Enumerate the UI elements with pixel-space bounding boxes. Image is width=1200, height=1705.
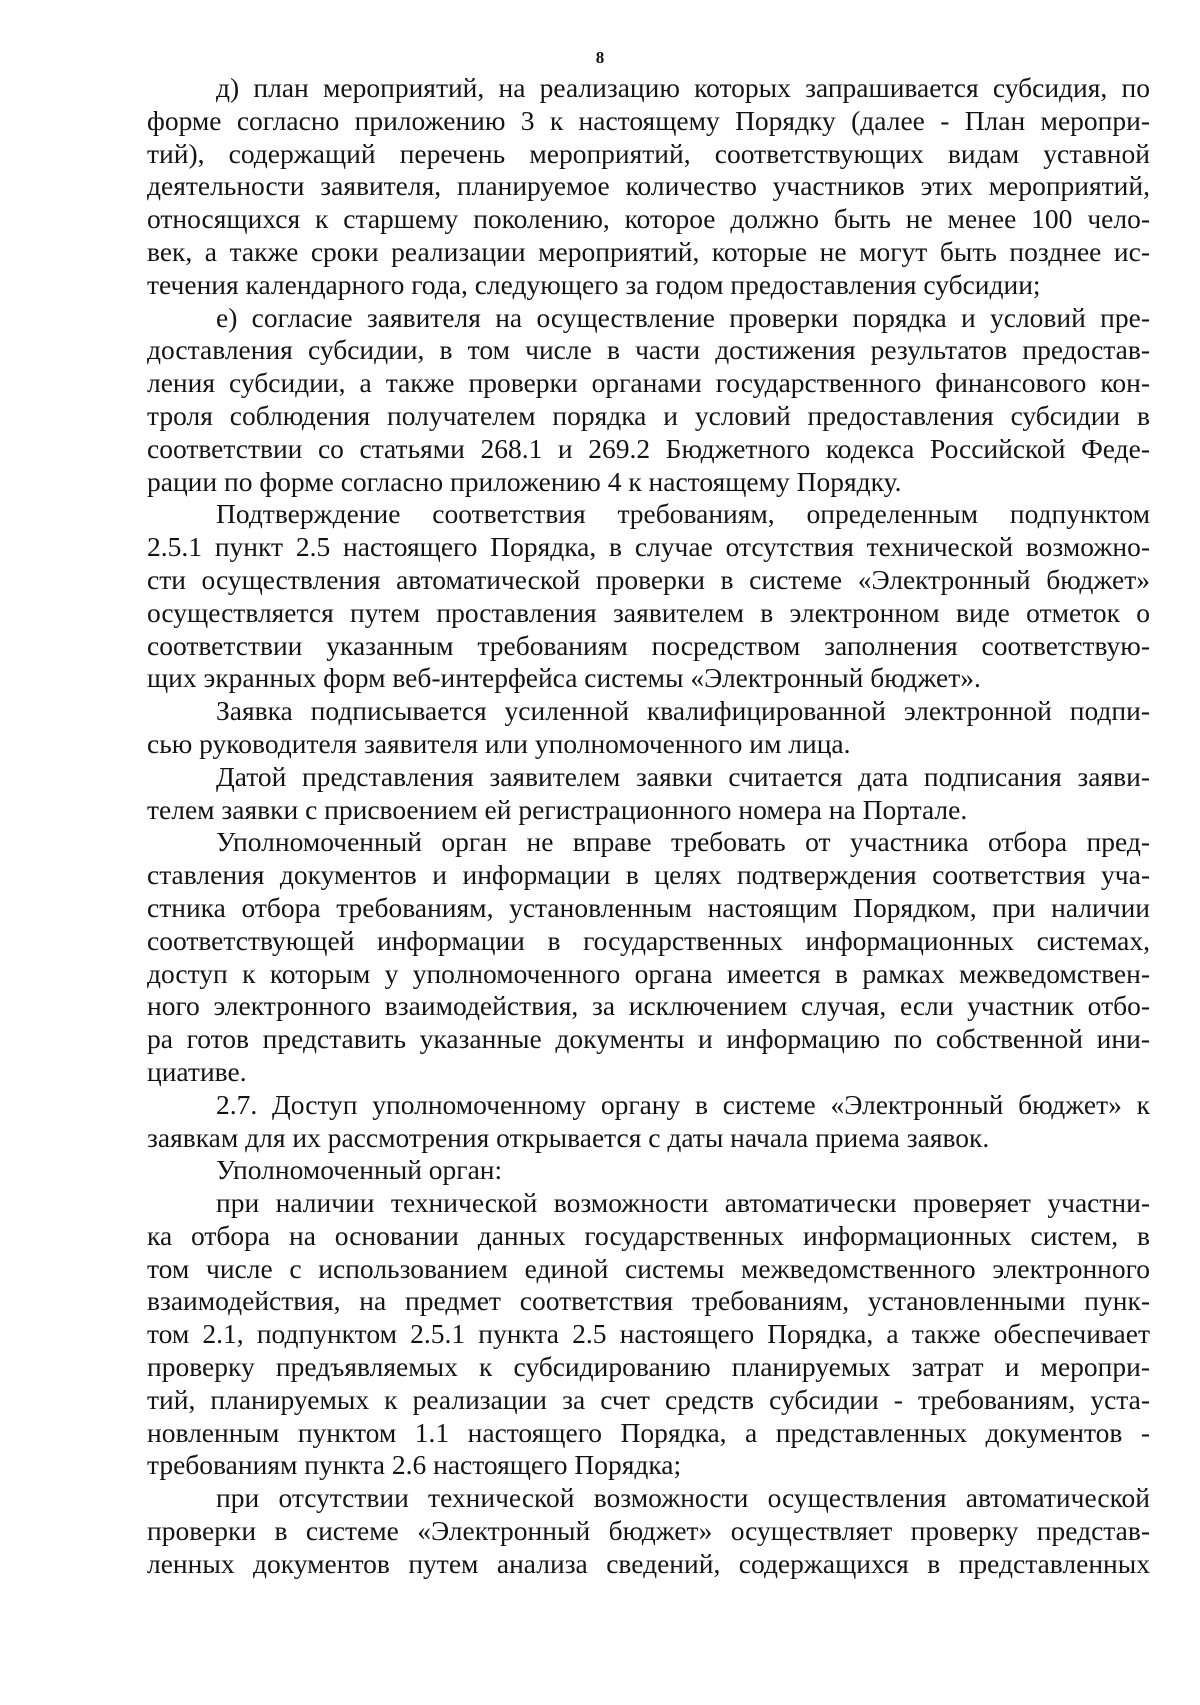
- text-line: е) согласие заявителя на осуществление проверки порядка и условий пре-: [216, 301, 1150, 333]
- text-line: при наличии технической возможности автоматически проверяет участни-: [216, 1187, 1150, 1219]
- text-line: проверки в системе «Электронный бюджет» осуществляет проверку представ-: [147, 1515, 1150, 1547]
- text-line: проверку предъявляемых к субсидированию планируемых затрат и меропри-: [147, 1351, 1150, 1383]
- text-line: Уполномоченный орган не вправе требовать от участника отбора пред-: [216, 826, 1150, 858]
- text-line: заявкам для их рассмотрения открывается с даты начала приема заявок.: [147, 1121, 990, 1153]
- text-line: тий, планируемых к реализации за счет средств субсидии - требованиям, уста-: [147, 1383, 1150, 1415]
- text-line: Подтверждение соответствия требованиям, определенным подпунктом: [216, 498, 1150, 530]
- text-line: соответствии со статьями 268.1 и 269.2 Бюджетного кодекса Российской Феде-: [147, 432, 1150, 464]
- text-line: течения календарного года, следующего за годом предоставления субсидии;: [147, 268, 1041, 300]
- text-line: ления субсидии, а также проверки органами государственного финансового кон-: [147, 367, 1150, 399]
- text-line: соответствующей информации в государственных информационных системах,: [147, 924, 1150, 956]
- text-line: при отсутствии технической возможности осуществления автоматической: [216, 1482, 1150, 1514]
- text-line: стника отбора требованиям, установленным настоящим Порядком, при наличии: [147, 891, 1150, 923]
- text-line: сью руководителя заявителя или уполномоченного им лица.: [147, 727, 851, 759]
- text-line: том 2.1, подпунктом 2.5.1 пункта 2.5 настоящего Порядка, а также обеспечивает: [147, 1318, 1150, 1350]
- text-line: взаимодействия, на предмет соответствия требованиям, установленными пунк-: [147, 1285, 1150, 1317]
- text-line: 2.5.1 пункт 2.5 настоящего Порядка, в случае отсутствия технической возможно-: [147, 531, 1150, 563]
- text-line: деятельности заявителя, планируемое количество участников этих мероприятий,: [147, 170, 1150, 202]
- text-line: сти осуществления автоматической проверки в системе «Электронный бюджет»: [147, 563, 1150, 595]
- document-body: [147, 72, 1150, 1581]
- text-line: циативе.: [147, 1055, 247, 1087]
- text-line: тий), содержащий перечень мероприятий, соответствующих видам уставной: [147, 137, 1150, 169]
- text-line: троля соблюдения получателем порядка и условий предоставления субсидии в: [147, 399, 1150, 431]
- text-line: ка отбора на основании данных государственных информационных систем, в: [147, 1219, 1150, 1251]
- text-line: д) план мероприятий, на реализацию которых запрашивается субсидия, по: [216, 72, 1150, 103]
- text-line: относящихся к старшему поколению, которое должно быть не менее 100 чело-: [147, 203, 1150, 235]
- text-line: ленных документов путем анализа сведений, содержащихся в представленных: [147, 1547, 1150, 1579]
- text-line: Заявка подписывается усиленной квалифицированной электронной подпи-: [216, 695, 1150, 727]
- text-line: доставления субсидии, в том числе в части достижения результатов предостав-: [147, 334, 1150, 366]
- text-line: 2.7. Доступ уполномоченному органу в системе «Электронный бюджет» к: [216, 1088, 1150, 1120]
- text-line: осуществляется путем проставления заявителем в электронном виде отметок о: [147, 596, 1150, 628]
- text-line: век, а также сроки реализации мероприятий, которые не могут быть позднее ис-: [147, 235, 1150, 267]
- text-line: новленным пунктом 1.1 настоящего Порядка, а представленных документов -: [147, 1416, 1150, 1448]
- text-line: рации по форме согласно приложению 4 к настоящему Порядку.: [147, 465, 902, 497]
- text-line: ного электронного взаимодействия, за исключением случая, если участник отбо-: [147, 990, 1150, 1022]
- text-line: Датой представления заявителем заявки считается дата подписания заяви-: [216, 760, 1150, 792]
- text-line: доступ к которым у уполномоченного органа имеется в рамках межведомствен-: [147, 957, 1150, 989]
- text-line: форме согласно приложению 3 к настоящему Порядку (далее - План меропри-: [147, 104, 1150, 136]
- text-line: требованиям пункта 2.6 настоящего Порядка;: [147, 1449, 682, 1481]
- page-number: 8: [595, 48, 605, 67]
- text-line: щих экранных форм веб-интерфейса системы «Электронный бюджет».: [147, 662, 981, 694]
- text-line: ра готов представить указанные документы и информацию по собственной ини-: [147, 1023, 1150, 1055]
- text-line: ставления документов и информации в целях подтверждения соответствия уча-: [147, 859, 1150, 891]
- text-line: Уполномоченный орган:: [216, 1154, 503, 1186]
- text-line: соответствии указанным требованиям посредством заполнения соответствую-: [147, 629, 1150, 661]
- text-line: телем заявки с присвоением ей регистрационного номера на Портале.: [147, 793, 968, 825]
- text-line: том числе с использованием единой системы межведомственного электронного: [147, 1252, 1150, 1284]
